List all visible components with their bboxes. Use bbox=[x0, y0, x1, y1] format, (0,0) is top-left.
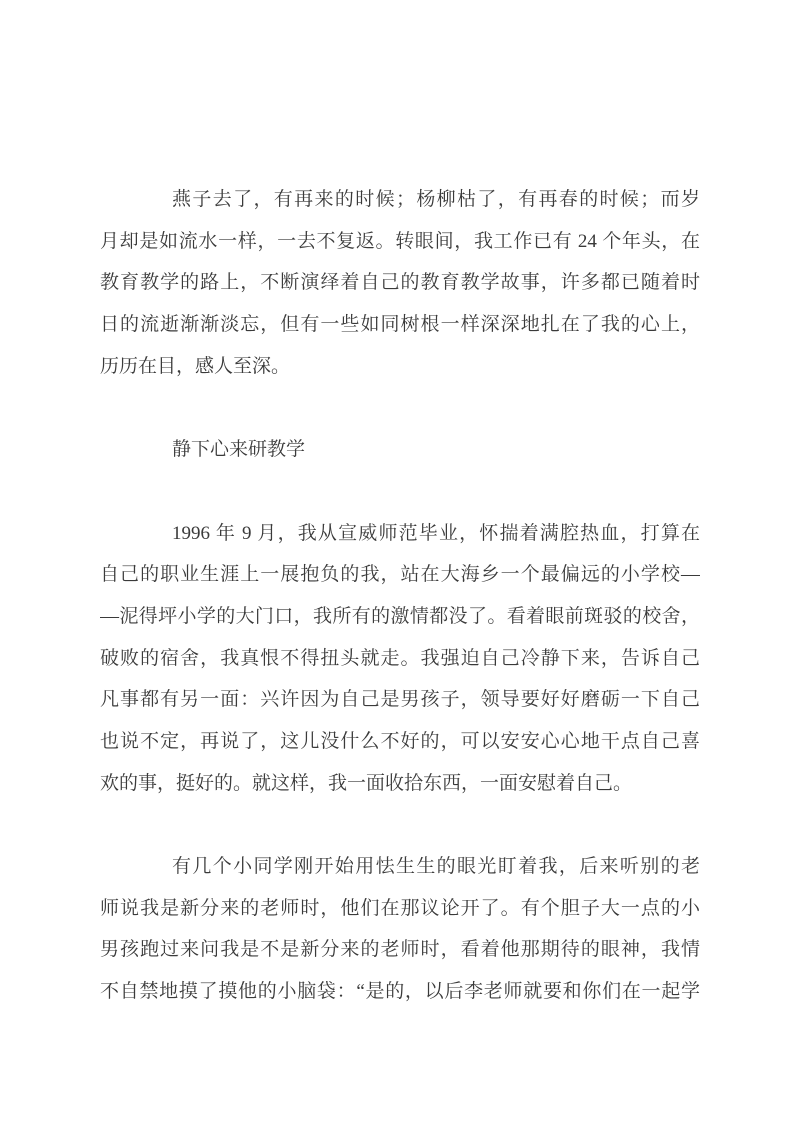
text-line: 自己的职业生涯上一展抱负的我，站在大海乡一个最偏远的小学校— bbox=[100, 564, 700, 586]
text-line: 破败的宿舍，我真恨不得扭头就走。我强迫自己冷静下来，告诉自己 bbox=[100, 647, 700, 669]
text-line: 凡事都有另一面：兴许因为自己是男孩子，领导要好好磨砺一下自己 bbox=[100, 689, 700, 711]
text-line: 欢的事，挺好的。就这样，我一面收拾东西，一面安慰着自己。 bbox=[100, 772, 633, 794]
text-line: 有几个小同学刚开始用怯生生的眼光盯着我，后来听别的老 bbox=[172, 856, 700, 877]
body-paragraph-1 bbox=[100, 513, 700, 805]
text-line: 教育教学的路上，不断演绎着自己的教育教学故事，许多都已随着时 bbox=[100, 272, 700, 294]
intro-paragraph bbox=[100, 179, 700, 387]
text-line: 师说我是新分来的老师时，他们在那议论开了。有个胆子大一点的小 bbox=[100, 897, 700, 919]
text-line: 月却是如流水一样，一去不复返。转眼间，我工作已有 24 个年头，在 bbox=[100, 230, 700, 252]
section-heading bbox=[100, 429, 700, 471]
body-paragraph-2 bbox=[100, 846, 700, 1013]
text-line: 燕子去了，有再来的时候；杨柳枯了，有再春的时候；而岁 bbox=[172, 189, 700, 210]
text-line: 男孩跑过来问我是不是新分来的老师时，看着他那期待的眼神，我情 bbox=[100, 939, 700, 961]
section-heading-line: 静下心来研教学 bbox=[172, 439, 306, 461]
text-line: 日的流逝渐渐淡忘，但有一些如同树根一样深深地扎在了我的心上， bbox=[100, 314, 700, 336]
text-line: 1996 年 9 月，我从宣威师范毕业，怀揣着满腔热血，打算在 bbox=[172, 522, 700, 544]
document-content bbox=[100, 179, 700, 1054]
text-line: —泥得坪小学的大门口，我所有的激情都没了。看着眼前斑驳的校舍， bbox=[100, 605, 700, 627]
text-line: 也说不定，再说了，这儿没什么不好的，可以安安心心地干点自己喜 bbox=[100, 730, 700, 752]
text-line: 历历在目，感人至深。 bbox=[100, 355, 291, 377]
text-line: 不自禁地摸了摸他的小脑袋：“是的，以后李老师就要和你们在一起学 bbox=[100, 981, 700, 1003]
